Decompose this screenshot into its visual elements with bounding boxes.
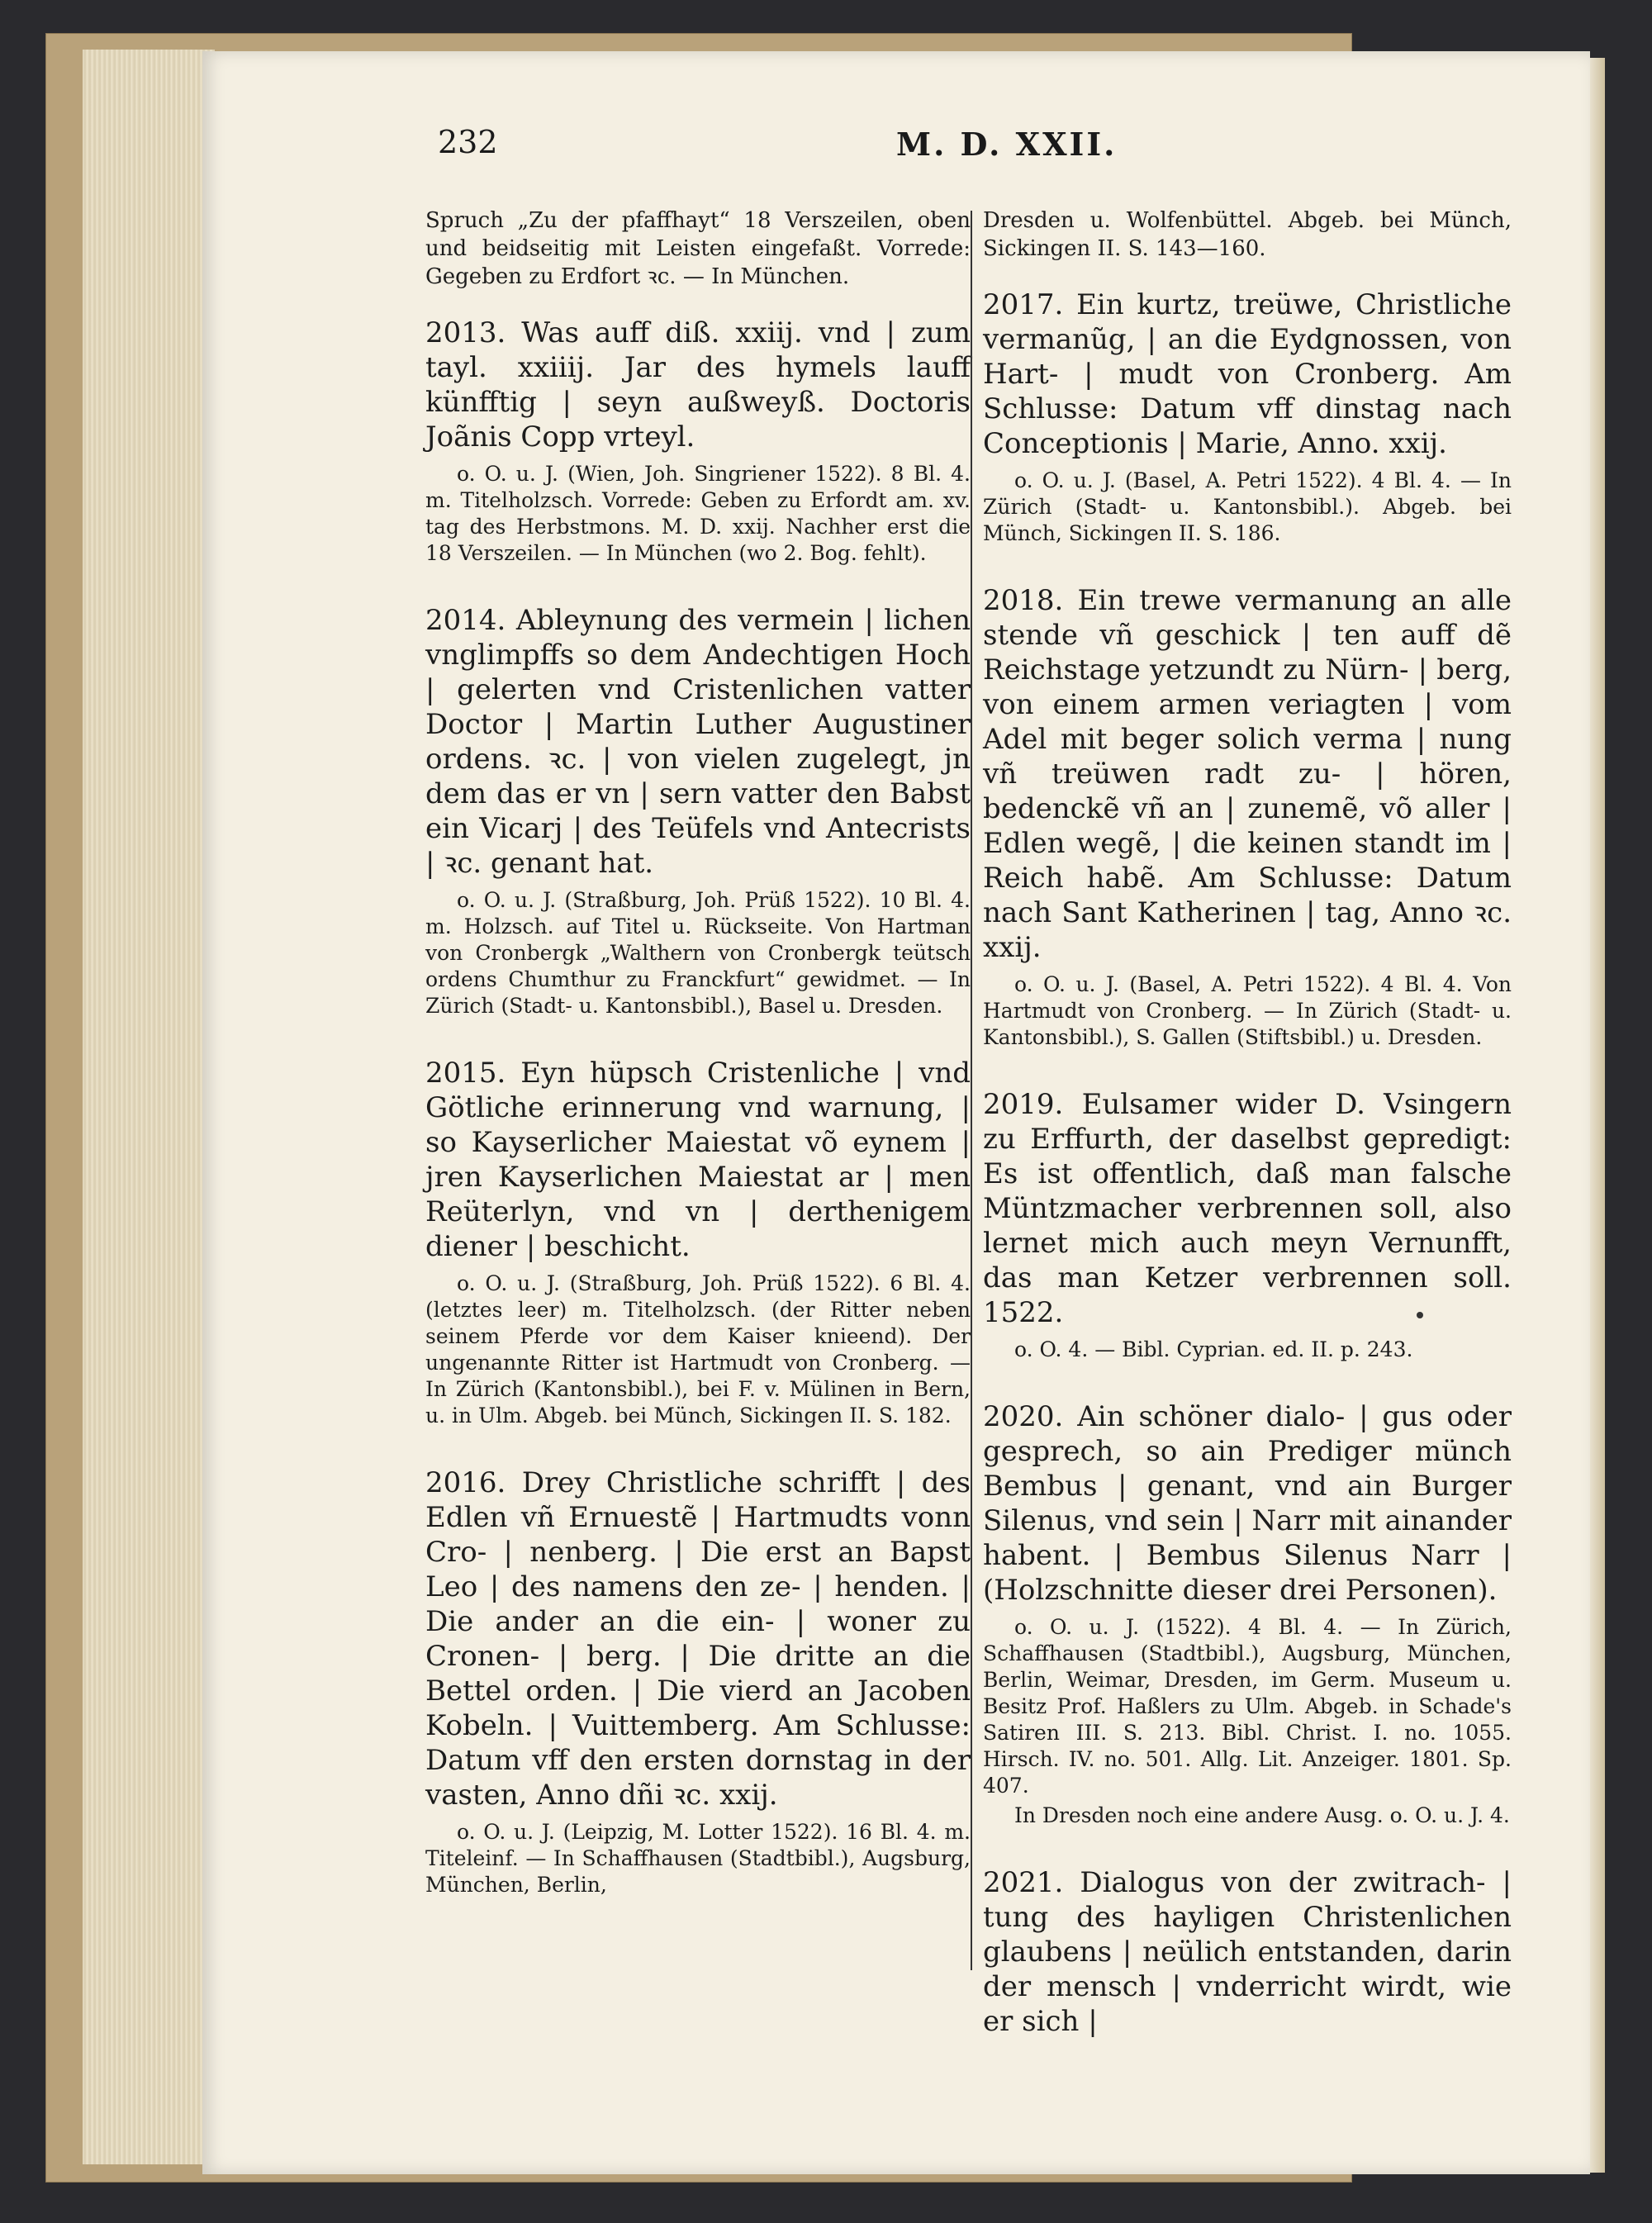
entry-note: o. O. u. J. (1522). 4 Bl. 4. — In Zürich, Schaffhausen (Stadtbibl.), Augsburg, München, Berlin, Weimar, Dresden, im Germ. Museum u. Besitz Prof. Haßlers zu Ulm. Abgeb. in Schade's Satiren III. S. 213. Bibl. Christ. I. no. 1055. Hirsch. IV. no. 501. Allg. Lit. Anzeiger. 1801. Sp. 407. [983,1615,1512,1798]
entry-title-text: Ein kurtz, treüwe, Christliche vermanũg, | an die Eydgnossen, von Hart- | mudt von Cronberg. Am Schlusse: Datum vff dinstag nach Conceptionis | Marie, Anno. xxij. [983,288,1512,460]
entry-number: 2013. [425,316,506,349]
entry-title [983,1399,1512,1608]
entry-number: 2016. [425,1466,506,1499]
entry-title [425,1056,971,1264]
entry-title-text: Eulsamer wider D. Vsingern zu Erffurth, der daselbst gepredigt: Es ist offentlich, daß man falsche Müntzmacher verbrennen soll, also lernet mich auch meyn Vernunfft, das man Ketzer verbrennen soll. 1522. [983,1088,1512,1329]
print-mark [1417,1312,1423,1318]
entry-number: 2017. [983,288,1064,321]
entry-2019 [983,1087,1512,1363]
entry-title-text: Ain schöner dialo- | gus oder gesprech, so ain Prediger münch Bembus | genant, vnd ain Burger Silenus, vnd sein | Narr mit ainander habent. | Bembus Silenus Narr | (Holzschnitte dieser drei Personen). [983,1400,1512,1607]
entry-title [425,603,971,881]
entry-note: o. O. u. J. (Leipzig, M. Lotter 1522). 16 Bl. 4. m. Titeleinf. — In Schaffhausen (Stadtbibl.), Augsburg, München, Berlin, [425,1820,971,1897]
entry-number: 2020. [983,1400,1064,1433]
entry-2015 [425,1056,971,1429]
entry-2021 [983,1865,1512,2039]
entry-note: o. O. u. J. (Basel, A. Petri 1522). 4 Bl. 4. — In Zürich (Stadt- u. Kantonsbibl.). Abgeb. bei Münch, Sickingen II. S. 186. [983,468,1512,545]
entry-title [425,316,971,454]
entry-note: o. O. 4. — Bibl. Cyprian. ed. II. p. 243. [1014,1337,1413,1361]
entry-number: 2014. [425,604,506,637]
entry-title-text: Drey Christliche schrifft | des Edlen vñ Ernuestẽ | Hartmudts vonn Cro- | nenberg. | Die erst an Bapst Leo | des namens den ze- | henden. | Die ander an die ein- | woner zu Cronen- | berg. | Die dritte an die Bettel orden. | Die vierd an Jacoben Kobeln. | Vuittemberg. Am Schlusse: Datum vff den ersten dornstag in der vasten, Anno dñi ꝛc. xxij. [425,1466,971,1812]
entry-2013 [425,316,971,567]
entry-number: 2019. [983,1088,1064,1121]
entry-note: o. O. u. J. (Straßburg, Joh. Prüß 1522). 6 Bl. 4. (letztes leer) m. Titelholzsch. (der Ritter neben seinem Pferde vor dem Kaiser knieend). Der ungenannte Ritter ist Hartmudt von Cronberg. — In Zürich (Kantonsbibl.), bei F. v. Mülinen in Bern, u. in Ulm. Abgeb. bei Münch, Sickingen II. S. 182. [425,1271,971,1427]
facing-page-edge [1590,58,1605,2173]
entry-title [983,1087,1512,1330]
entry-title-text: Eyn hüpsch Cristenliche | vnd Götliche erinnerung vnd warnung, | so Kayserlicher Maiestat võ eynem | jren Kayserlichen Maiestat ar | men Reüterlyn, vnd vn | derthenigem diener | beschicht. [425,1057,971,1263]
entry-note: o. O. u. J. (Straßburg, Joh. Prüß 1522). 10 Bl. 4. m. Holzsch. auf Titel u. Rückseite. Von Hartman von Cronbergk „Walthern von Cronbergk teütsch ordens Chumthur zu Franckfurt“ gewidmet. — In Zürich (Stadt- u. Kantonsbibl.), Basel u. Dresden. [425,888,971,1018]
entry-title [983,1865,1512,2039]
entry-note: o. O. u. J. (Wien, Joh. Singriener 1522). 8 Bl. 4. m. Titelholzsch. Vorrede: Geben zu Erfordt am. xv. tag des Herbstmons. M. D. xxij. Nachher erst die 18 Verszeilen. — In München (wo 2. Bog. fehlt). [425,462,971,565]
entry-2020 [983,1399,1512,1829]
entry-title-text: Dialogus von der zwitrach- | tung des hayligen Christenlichen glaubens | neülich entstanden, darin der mensch | vnderricht wirdt, wie er sich | [983,1866,1512,2038]
entry-note: o. O. u. J. (Basel, A. Petri 1522). 4 Bl. 4. Von Hartmudt von Cronberg. — In Zürich (Stadt- u. Kantonsbibl.), S. Gallen (Stiftsbibl.) u. Dresden. [983,972,1512,1049]
left-column [425,207,971,1935]
entry-2018 [983,583,1512,1051]
entry-number: 2018. [983,584,1064,617]
entry-title-text: Ein trewe vermanung an alle stende vñ geschick | ten auff dẽ Reichstage yetzundt zu Nürn- | berg, von einem armen veriagten | vom Adel mit beger solich verma | nung vñ treüwen radt zu- | hören, bedenckẽ vñ an | zunemẽ, võ aller | Edlen wegẽ, | die keinen standt im | Reich habẽ. Am Schlusse: Datum nach Sant Katherinen | tag, Anno ꝛc. xxij. [983,584,1512,964]
entry-title-text: Ableynung des vermein | lichen vnglimpffs so dem Andechtigen Hoch | gelerten vnd Cristenlichen vatter Doctor | Martin Luther Augustiner ordens. ꝛc. | von vielen zugelegt, jn dem das er vn | sern vatter den Babst ein Vicarj | des Teüfels vnd Antecrists | ꝛc. genant hat. [425,604,971,880]
continued-text: Dresden u. Wolfenbüttel. Abgeb. bei Münch, Sickingen II. S. 143—160. [983,208,1512,261]
column-divider [971,211,972,1970]
entry-number: 2015. [425,1057,506,1090]
right-column [983,207,1512,2075]
page-number: 232 [438,124,498,160]
entry-title [425,1465,971,1812]
page-stack-edge [83,50,215,2164]
entry-title [983,583,1512,965]
entry-number: 2021. [983,1866,1064,1899]
entry-2016 [425,1465,971,1898]
running-title: M. D. XXII. [896,126,1118,163]
entry-2017 [983,287,1512,547]
entry-title-text: Was auff diß. xxiij. vnd | zum tayl. xxiiij. Jar des hymels lauff künfftig | seyn außweyß. Doctoris Joãnis Copp vrteyl. [425,316,971,454]
entry-note-extra: In Dresden noch eine andere Ausg. o. O. u. J. 4. [1014,1803,1510,1827]
page-header [438,124,1512,173]
continued-text: Spruch „Zu der pfaffhayt“ 18 Verszeilen, oben und beidseitig mit Leisten eingefaßt. Vorrede: Gegeben zu Erdfort ꝛc. — In München. [425,208,971,289]
entry-2014 [425,603,971,1019]
entry-title [983,287,1512,461]
